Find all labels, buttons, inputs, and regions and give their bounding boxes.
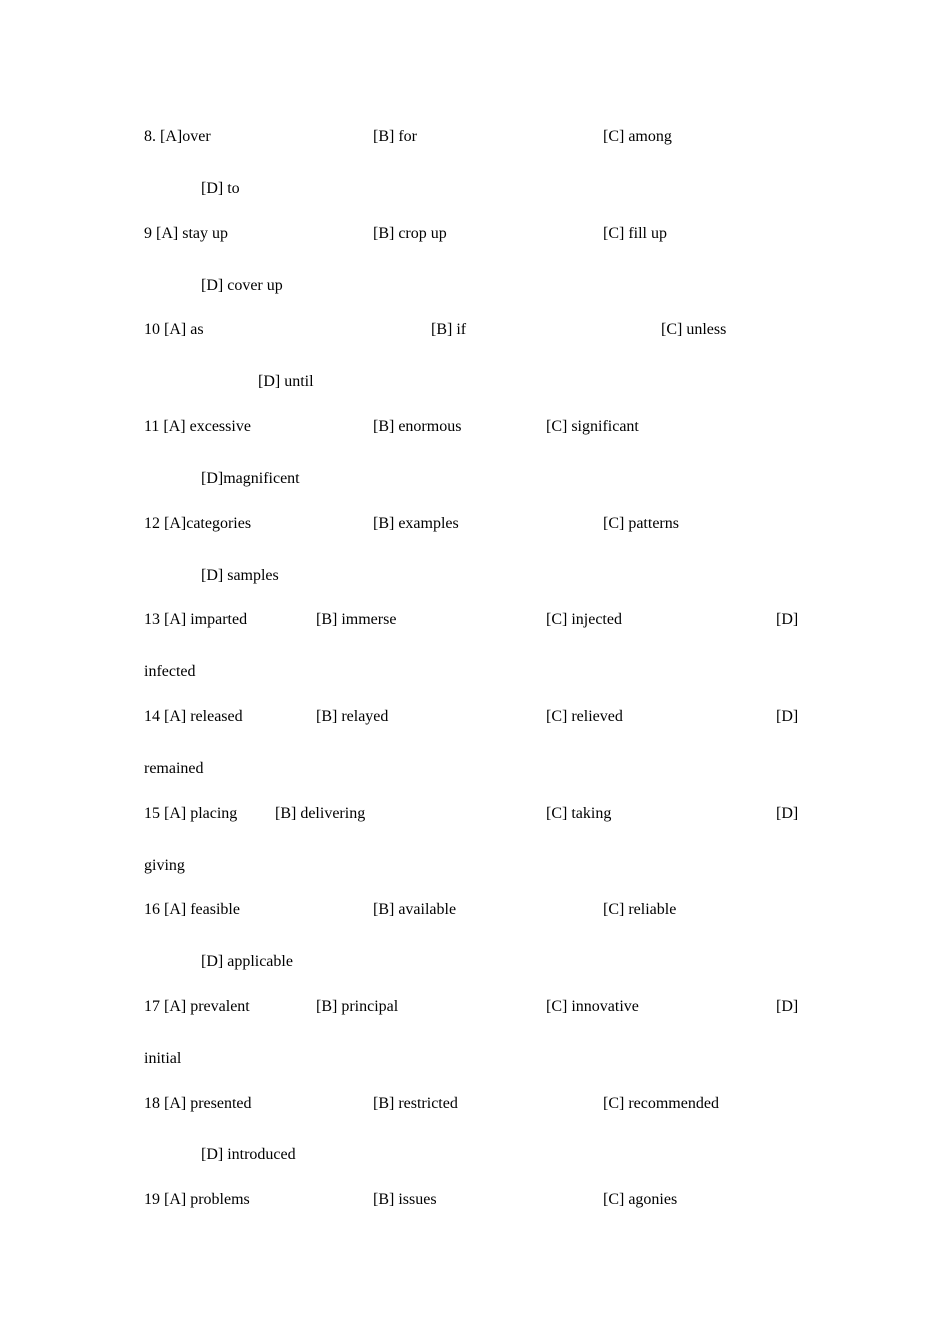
- q14-option-a: 14 [A] released: [144, 708, 243, 725]
- q13-option-c: [C] injected: [546, 611, 622, 628]
- q19-option-a: 19 [A] problems: [144, 1191, 250, 1208]
- q8-option-b: [B] for: [373, 128, 417, 145]
- q13-option-b: [B] immerse: [316, 611, 397, 628]
- q16-option-d: [D] applicable: [201, 953, 293, 970]
- q9-option-b: [B] crop up: [373, 225, 447, 242]
- q12-option-d: [D] samples: [201, 567, 279, 584]
- q19-option-c: [C] agonies: [603, 1191, 678, 1208]
- q10-option-b: [B] if: [431, 321, 467, 338]
- q14-option-d-label: [D]: [776, 708, 799, 725]
- q14-option-c: [C] relieved: [546, 708, 623, 725]
- q13-option-d-label: [D]: [776, 611, 799, 628]
- q8-option-c: [C] among: [603, 128, 672, 145]
- q13-option-a: 13 [A] imparted: [144, 611, 248, 628]
- q9-option-d: [D] cover up: [201, 277, 283, 294]
- q17-option-d-word: initial: [144, 1050, 182, 1067]
- q11-option-d: [D]magnificent: [201, 470, 300, 487]
- q15-option-b: [B] delivering: [275, 805, 366, 822]
- q12-option-c: [C] patterns: [603, 515, 679, 532]
- q10-option-d: [D] until: [258, 373, 314, 390]
- q14-option-b: [B] relayed: [316, 708, 389, 725]
- q11-option-b: [B] enormous: [373, 418, 462, 435]
- q16-option-b: [B] available: [373, 901, 457, 918]
- q8-option-d: [D] to: [201, 180, 240, 197]
- q12-option-a: 12 [A]categories: [144, 515, 252, 532]
- q15-option-c: [C] taking: [546, 805, 612, 822]
- q10-option-a: 10 [A] as: [144, 321, 204, 338]
- q14-option-d-word: remained: [144, 760, 204, 777]
- q9-option-a: 9 [A] stay up: [144, 225, 228, 242]
- q17-option-d-label: [D]: [776, 998, 799, 1015]
- q15-option-a: 15 [A] placing: [144, 805, 238, 822]
- q18-option-a: 18 [A] presented: [144, 1095, 252, 1112]
- q8-option-a: 8. [A]over: [144, 128, 211, 145]
- q16-option-a: 16 [A] feasible: [144, 901, 240, 918]
- q15-option-d-label: [D]: [776, 805, 799, 822]
- q19-option-b: [B] issues: [373, 1191, 437, 1208]
- q17-option-a: 17 [A] prevalent: [144, 998, 250, 1015]
- q17-option-b: [B] principal: [316, 998, 399, 1015]
- q18-option-c: [C] recommended: [603, 1095, 719, 1112]
- q11-option-c: [C] significant: [546, 418, 639, 435]
- q10-option-c: [C] unless: [661, 321, 727, 338]
- q17-option-c: [C] innovative: [546, 998, 639, 1015]
- q13-option-d-word: infected: [144, 663, 196, 680]
- q16-option-c: [C] reliable: [603, 901, 677, 918]
- q12-option-b: [B] examples: [373, 515, 459, 532]
- q18-option-d: [D] introduced: [201, 1146, 296, 1163]
- q18-option-b: [B] restricted: [373, 1095, 458, 1112]
- q15-option-d-word: giving: [144, 857, 185, 874]
- q11-option-a: 11 [A] excessive: [144, 418, 251, 435]
- q9-option-c: [C] fill up: [603, 225, 667, 242]
